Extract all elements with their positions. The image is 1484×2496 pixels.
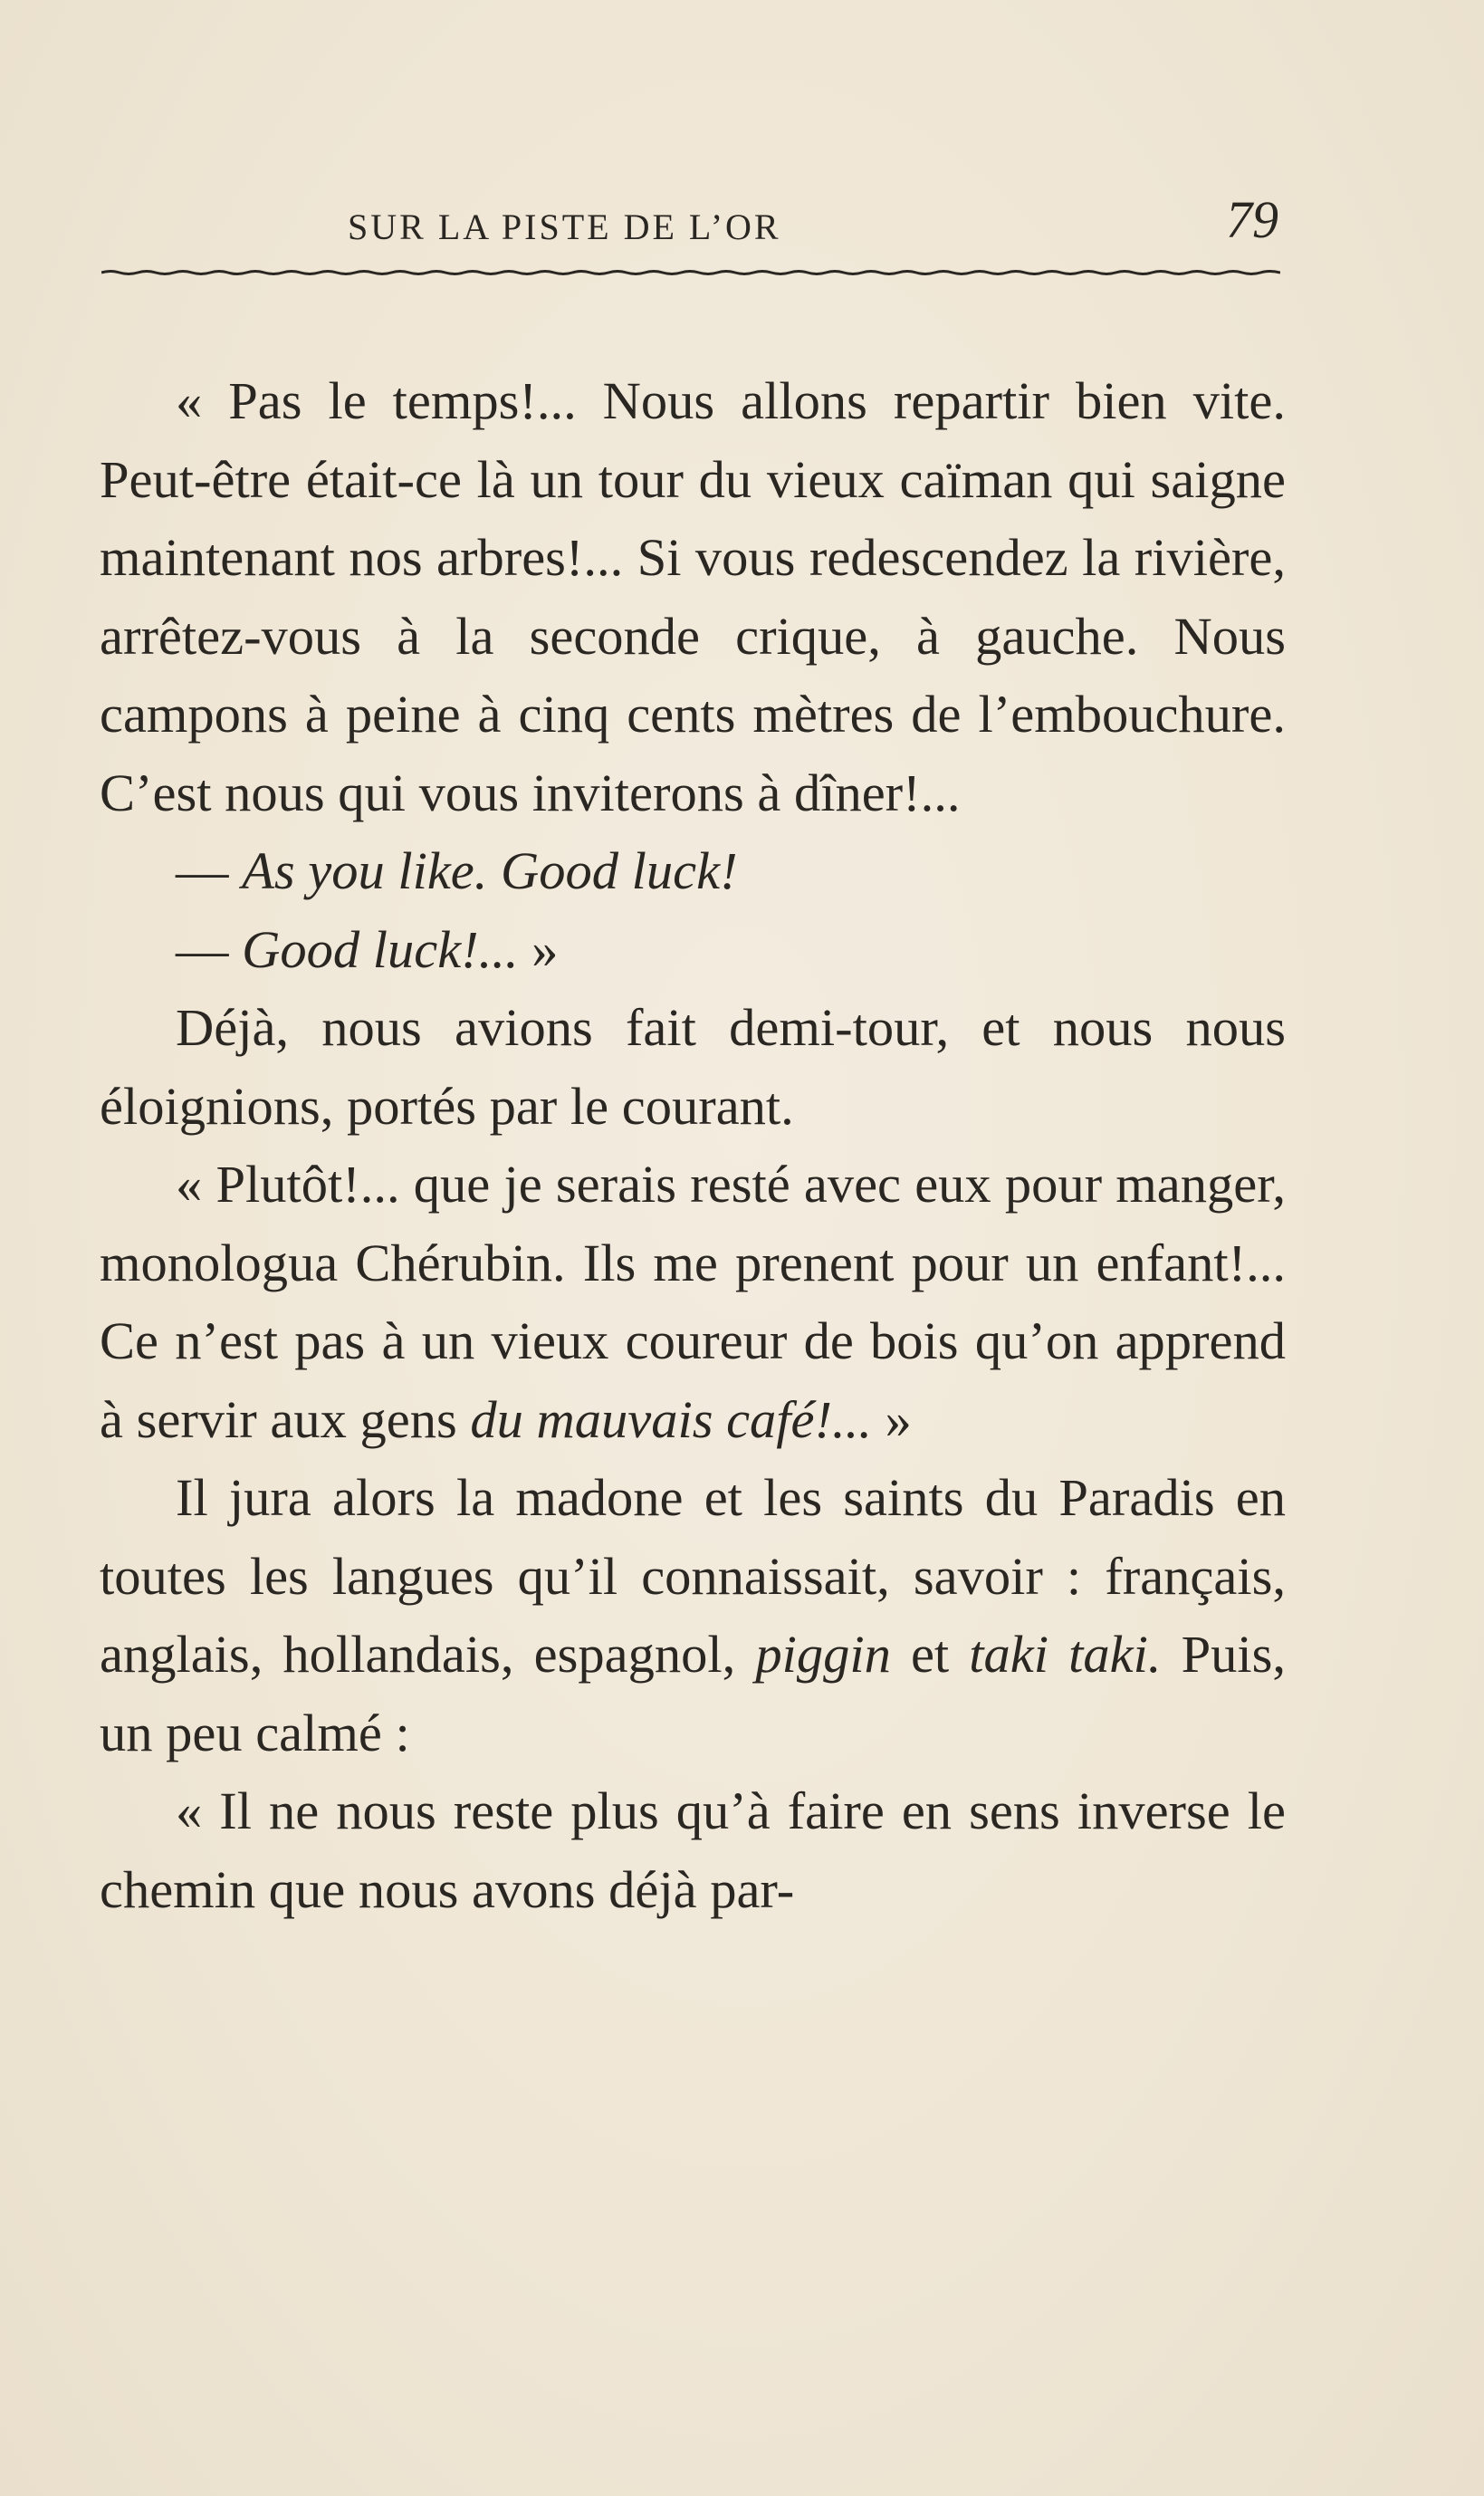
paragraph-3-close: » [518,919,559,979]
paragraph-2-dash: — [176,841,243,900]
paragraph-3-italic: Good luck!... [242,919,519,979]
paragraph-4-text: Déjà, nous avions fait demi-tour, et nous nous éloignions, portés par le courant. [100,998,1286,1136]
paragraph-6-italic-a: piggin [755,1625,891,1684]
paragraph-6-italic-b: taki taki. [969,1625,1162,1684]
paragraph-5-close: » [871,1389,912,1449]
header-rule [101,268,1280,277]
body-text [100,362,1286,1929]
paragraph-6-text-a: Il jura alors la madone et les saints du Paradis en toutes les langues qu’il connaissait, savoir : français, anglais, hollandais, espagnol, [100,1468,1286,1684]
paragraph-2 [100,832,1286,911]
paragraph-4 [100,989,1286,1146]
page-number: 79 [1226,190,1278,249]
paragraph-6 [100,1459,1286,1772]
paragraph-5-text: « Plutôt!... que je serais resté avec eux pour manger, monologua Chérubin. Ils me prenent pour un enfant!... Ce n’est pas à un vieux coureur de bois qu’on apprend à servir aux gens [100,1155,1286,1449]
paragraph-1 [100,362,1286,832]
paragraph-6-text-c: Puis, un peu calmé : [100,1625,1286,1762]
paragraph-3 [100,911,1286,990]
running-title: SUR LA PISTE DE L’OR [348,206,781,247]
paragraph-3-dash: — [176,919,243,979]
paragraph-2-italic: As you like. Good luck! [242,841,738,900]
paragraph-7 [100,1772,1286,1929]
paragraph-5 [100,1146,1286,1459]
paragraph-7-text: « Il ne nous reste plus qu’à faire en sens inverse le chemin que nous avons déjà par- [100,1781,1286,1919]
paragraph-6-text-b: et [890,1625,970,1684]
paragraph-5-italic: du mauvais café!... [470,1389,872,1449]
paragraph-1-text: « Pas le temps!... Nous allons repartir bien vite. Peut-être était-ce là un tour du vieux caïman qui saigne maintenant nos arbres!... Si vous redescendez la rivière, arrêtez-vous à la seconde crique, à gauche. Nous campons à peine à cinq cents mètres de l’embouchure. C’est nous qui vous inviterons à dîner!... [100,371,1286,822]
page-header [101,186,1278,249]
